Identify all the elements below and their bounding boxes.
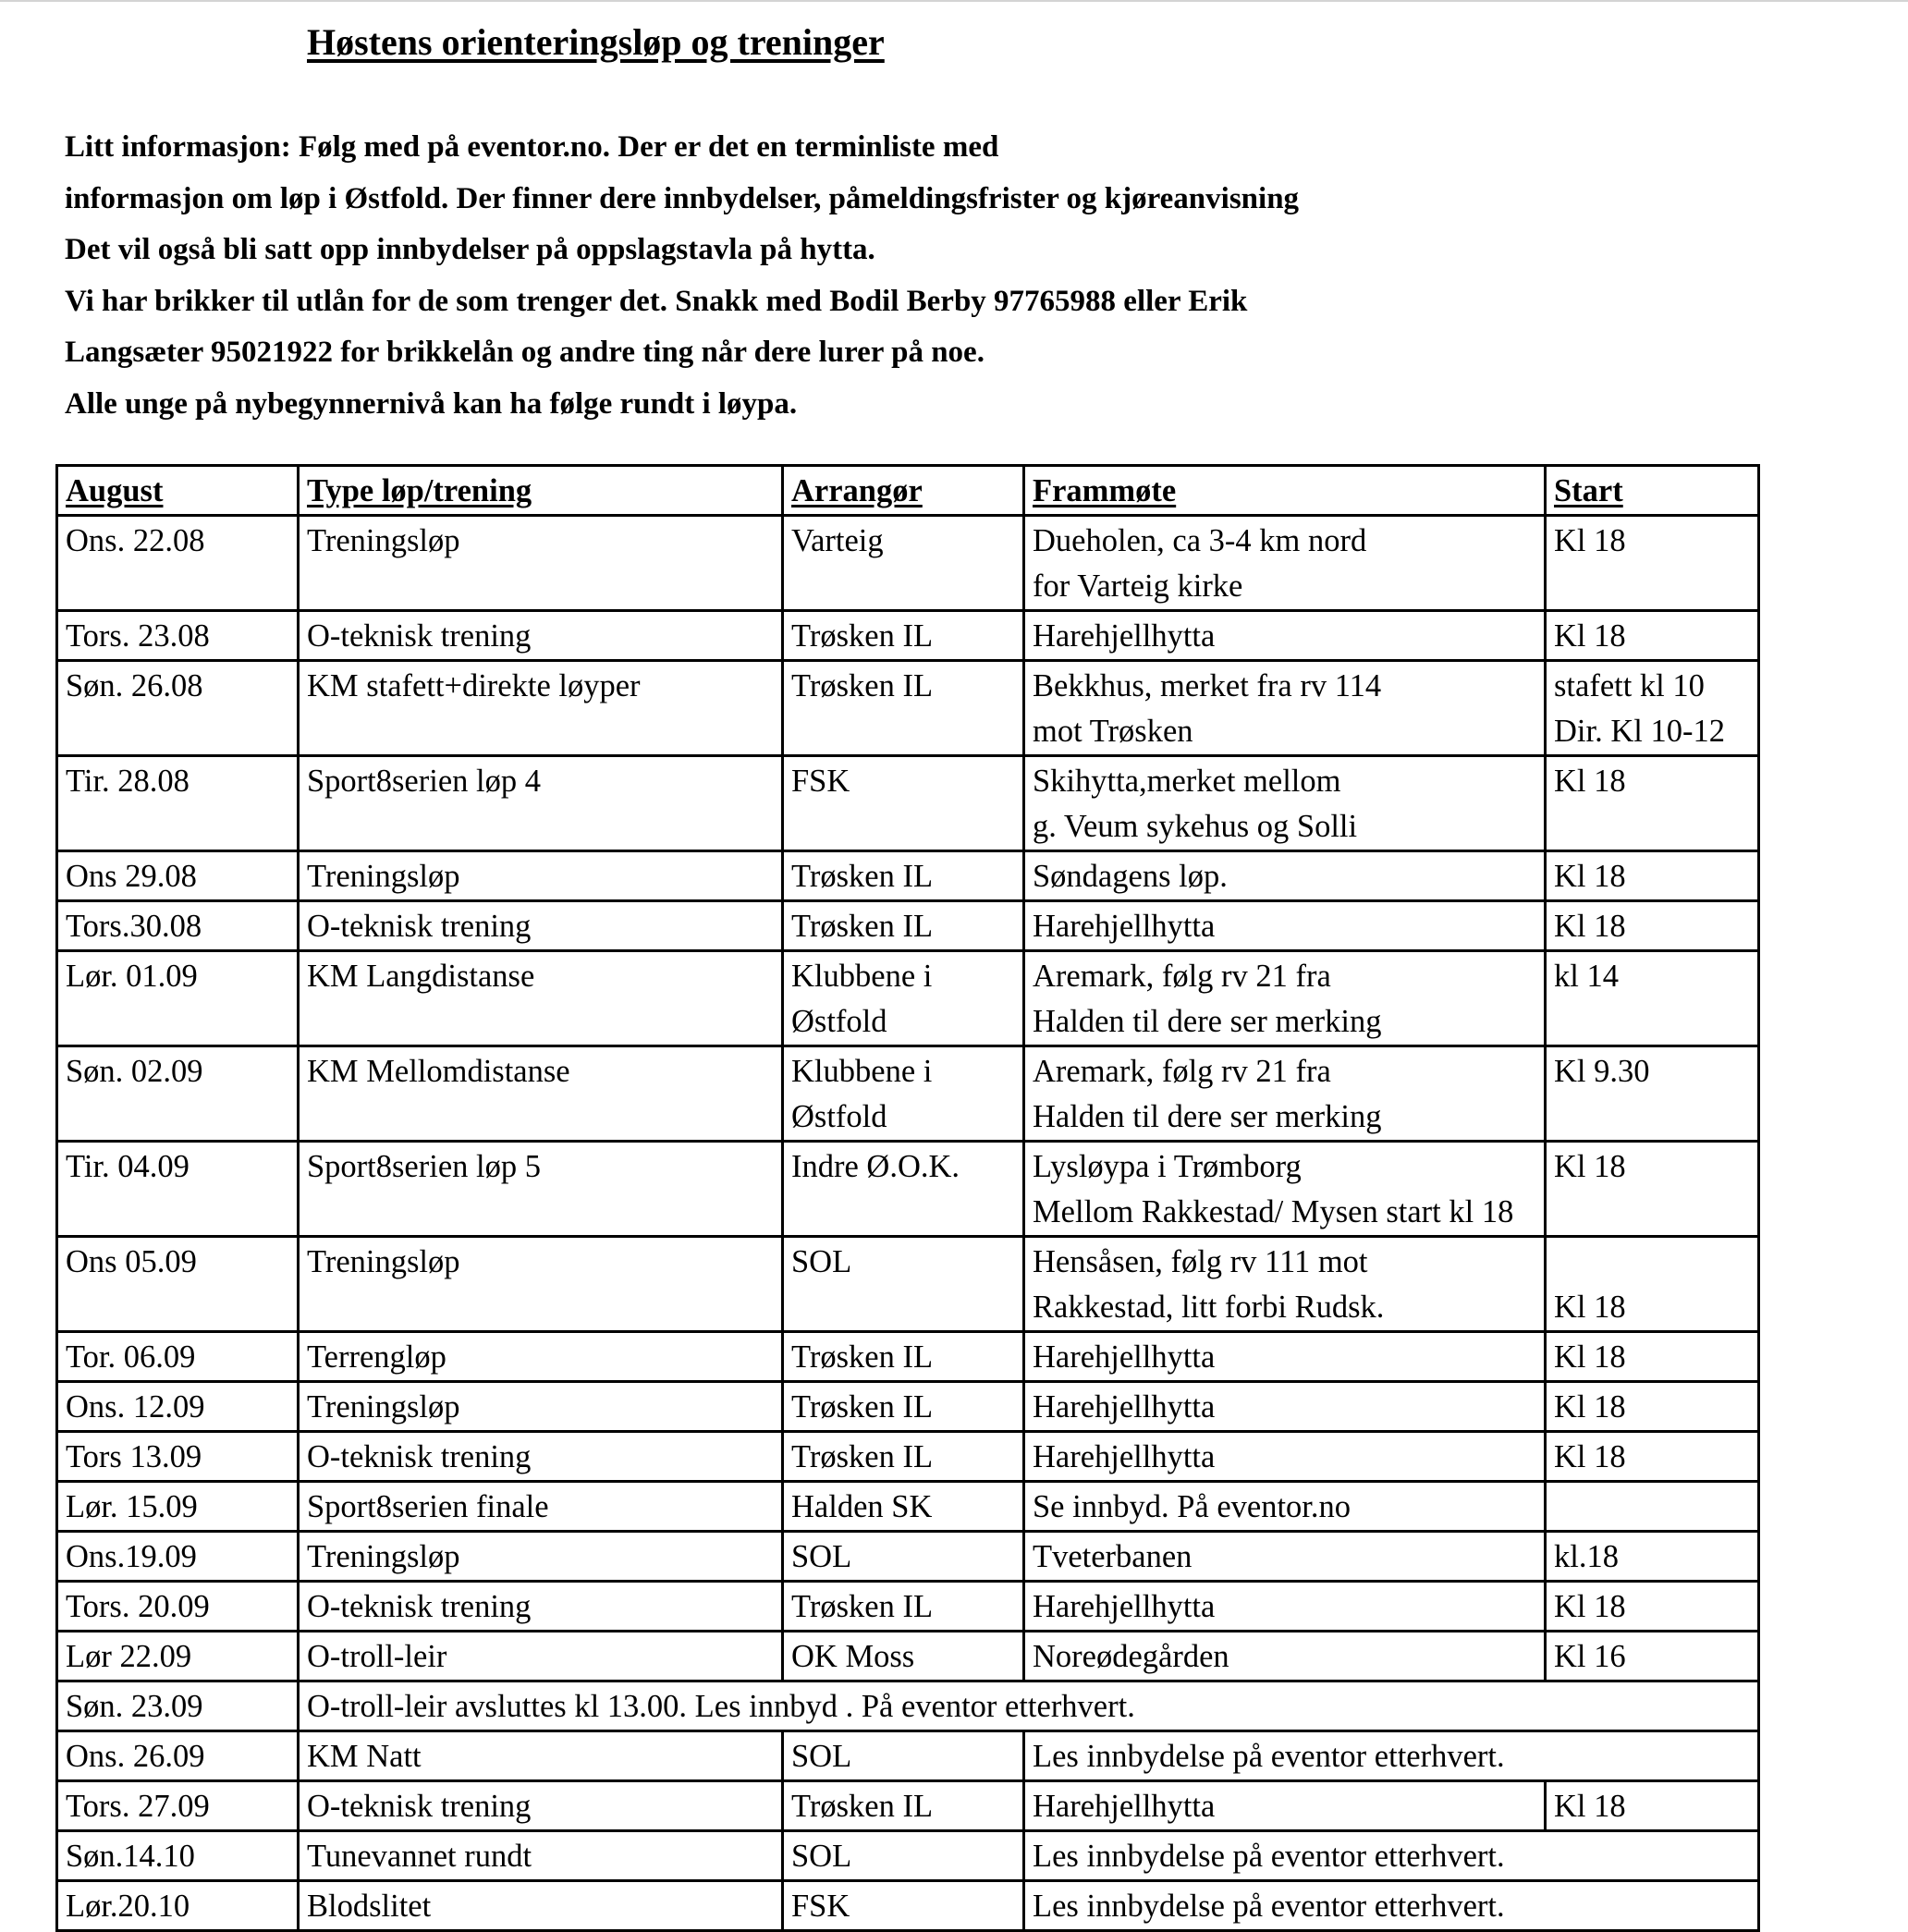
cell-date: Ons.19.09 [57,1532,299,1582]
cell-start [1546,1046,1759,1142]
info-line: Det vil også bli satt opp innbydelser på oppslagstavla på hytta. [65,233,875,266]
cell-meeting-place-line: Skihytta,merket mellom [1033,764,1341,799]
cell-meeting-place-line: Bekkhus, merket fra rv 114 [1033,668,1382,703]
table-row [57,1432,1759,1482]
cell-organizer: OK Moss [783,1632,1024,1681]
cell-meeting-place: Les innbydelse på eventor etterhvert. [1024,1831,1759,1881]
table-row [57,1831,1759,1881]
cell-meeting-place-line: Harehjellhytta [1033,1589,1216,1624]
cell-type: Treningsløp [299,516,783,611]
cell-date: Ons 05.09 [57,1237,299,1332]
table-row [57,1632,1759,1681]
cell-meeting-place-line: Søndagens løp. [1033,859,1228,894]
cell-meeting-place [1024,951,1546,1046]
cell-start [1546,1142,1759,1237]
cell-start [1546,1582,1759,1632]
cell-meeting-place-line: Harehjellhytta [1033,1439,1216,1474]
cell-organizer: Trøsken IL [783,901,1024,951]
cell-meeting-place [1024,1432,1546,1482]
cell-organizer: Trøsken IL [783,661,1024,756]
cell-date: Ons 29.08 [57,851,299,901]
table-row [57,1382,1759,1432]
header-type: Type løp/trening [299,466,783,516]
header-meeting-place: Frammøte [1024,466,1546,516]
info-line: Litt informasjon: Følg med på eventor.no. Der er det en terminliste med [65,130,999,164]
cell-type: Sport8serien løp 5 [299,1142,783,1237]
cell-start-line: Kl 9.30 [1554,1054,1650,1089]
cell-start-line [1554,1485,1757,1530]
cell-date: Søn. 02.09 [57,1046,299,1142]
cell-start [1546,1382,1759,1432]
cell-organizer [783,951,1024,1046]
cell-start-line: kl 14 [1554,959,1619,994]
cell-meeting-place [1024,756,1546,851]
cell-organizer: FSK [783,756,1024,851]
cell-meeting-place-line: for Varteig kirke [1033,569,1243,604]
cell-start [1546,1332,1759,1382]
cell-start-line: Kl 18 [1554,1439,1626,1474]
cell-meeting-place-line: Harehjellhytta [1033,1789,1216,1824]
cell-meeting-place-line: Mellom Rakkestad/ Mysen start kl 18 [1033,1194,1514,1229]
cell-meeting-place [1024,851,1546,901]
cell-organizer: Trøsken IL [783,1582,1024,1632]
cell-date: Lør. 01.09 [57,951,299,1046]
cell-meeting-place: Les innbydelse på eventor etterhvert. [1024,1881,1759,1931]
cell-type: O-teknisk trening [299,1781,783,1831]
header-start: Start [1546,466,1759,516]
cell-start [1546,1432,1759,1482]
table-row [57,901,1759,951]
cell-meeting-place [1024,1632,1546,1681]
cell-date: Lør 22.09 [57,1632,299,1681]
cell-meeting-place-line: Rakkestad, litt forbi Rudsk. [1033,1290,1385,1325]
cell-date: Lør. 15.09 [57,1482,299,1532]
cell-start-line: Kl 18 [1554,859,1626,894]
page-title: Høstens orienteringsløp og treninger [307,21,885,63]
table-row [57,1482,1759,1532]
cell-start [1546,1482,1759,1532]
cell-organizer: Halden SK [783,1482,1024,1532]
table-row [57,1681,1759,1731]
cell-meeting-place-line: Lysløypa i Trømborg [1033,1149,1302,1184]
cell-start-line: stafett kl 10 [1554,668,1705,703]
table-body [57,516,1759,1931]
info-line: Alle unge på nybegynnernivå kan ha følge rundt i løypa. [65,386,798,421]
cell-start-line [1554,1190,1757,1235]
cell-start-line: Kl 18 [1554,1589,1626,1624]
cell-organizer: Trøsken IL [783,1382,1024,1432]
cell-meeting-place [1024,661,1546,756]
cell-meeting-place [1024,611,1546,661]
cell-date: Ons. 12.09 [57,1382,299,1432]
cell-start-line: Kl 18 [1554,1389,1626,1425]
cell-type: Sport8serien finale [299,1482,783,1532]
top-border-line [0,0,1908,2]
cell-organizer-line: Østfold [791,1004,887,1039]
cell-date: Søn.14.10 [57,1831,299,1881]
cell-date: Tors. 23.08 [57,611,299,661]
cell-meeting-place [1024,1237,1546,1332]
cell-date: Lør.20.10 [57,1881,299,1931]
cell-start-line: Kl 18 [1554,1339,1626,1375]
cell-meeting-place [1024,901,1546,951]
cell-type: O-teknisk trening [299,611,783,661]
cell-start-line [1554,1094,1757,1140]
cell-date: Søn. 23.09 [57,1681,299,1731]
cell-organizer: Indre Ø.O.K. [783,1142,1024,1237]
table-row [57,951,1759,1046]
cell-start [1546,661,1759,756]
info-paragraph [65,126,1299,434]
cell-date: Tir. 04.09 [57,1142,299,1237]
table-row [57,1532,1759,1582]
table-header-row [57,466,1759,516]
cell-start-line [1554,804,1757,850]
cell-meeting-place [1024,516,1546,611]
cell-start [1546,1632,1759,1681]
cell-organizer-line: Østfold [791,1099,887,1134]
cell-start-line: Kl 18 [1554,523,1626,558]
cell-merged-note: O-troll-leir avsluttes kl 13.00. Les innbyd . På eventor etterhvert. [299,1681,1759,1731]
cell-organizer-line: Klubbene i [791,959,933,994]
cell-meeting-place [1024,1382,1546,1432]
cell-start [1546,901,1759,951]
cell-meeting-place-line: Aremark, følg rv 21 fra [1033,959,1331,994]
cell-meeting-place-line: Hensåsen, følg rv 111 mot [1033,1244,1368,1279]
cell-meeting-place-line: Harehjellhytta [1033,1389,1216,1425]
cell-meeting-place [1024,1582,1546,1632]
cell-start-line: Kl 18 [1554,618,1626,654]
cell-date: Tors 13.09 [57,1432,299,1482]
cell-date: Tors. 27.09 [57,1781,299,1831]
cell-organizer: Trøsken IL [783,611,1024,661]
cell-type: Tunevannet rundt [299,1831,783,1881]
table-row [57,1781,1759,1831]
cell-organizer: Trøsken IL [783,1781,1024,1831]
table-row [57,1237,1759,1332]
schedule-table [55,464,1760,1932]
cell-type: KM Mellomdistanse [299,1046,783,1142]
cell-start [1546,851,1759,901]
cell-start [1546,1237,1759,1332]
table-row [57,516,1759,611]
table-row [57,611,1759,661]
cell-organizer: SOL [783,1237,1024,1332]
cell-type: O-teknisk trening [299,1432,783,1482]
cell-type: Treningsløp [299,1237,783,1332]
cell-organizer: FSK [783,1881,1024,1931]
cell-type: O-teknisk trening [299,1582,783,1632]
cell-meeting-place-line: Tveterbanen [1033,1539,1192,1574]
table-row [57,1582,1759,1632]
cell-start [1546,611,1759,661]
cell-type: KM Langdistanse [299,951,783,1046]
cell-meeting-place [1024,1142,1546,1237]
cell-start-line: Kl 18 [1554,764,1626,799]
cell-type: Terrengløp [299,1332,783,1382]
cell-type: KM stafett+direkte løyper [299,661,783,756]
cell-meeting-place [1024,1046,1546,1142]
cell-date: Tir. 28.08 [57,756,299,851]
cell-organizer: Trøsken IL [783,1332,1024,1382]
cell-meeting-place-line: Harehjellhytta [1033,618,1216,654]
cell-organizer [783,1046,1024,1142]
cell-meeting-place [1024,1532,1546,1582]
cell-date: Ons. 22.08 [57,516,299,611]
cell-type: Treningsløp [299,1532,783,1582]
cell-date: Søn. 26.08 [57,661,299,756]
cell-organizer: Trøsken IL [783,851,1024,901]
header-organizer: Arrangør [783,466,1024,516]
cell-type: Treningsløp [299,851,783,901]
cell-organizer: Trøsken IL [783,1432,1024,1482]
cell-date: Tors. 20.09 [57,1582,299,1632]
table-row [57,1881,1759,1931]
cell-start-line: kl.18 [1554,1539,1619,1574]
cell-meeting-place-line: Se innbyd. På eventor.no [1033,1489,1352,1524]
cell-start-line [1554,564,1757,609]
cell-meeting-place [1024,1482,1546,1532]
cell-organizer-line: Klubbene i [791,1054,933,1089]
cell-type: KM Natt [299,1731,783,1781]
cell-start-line: Kl 18 [1554,1290,1626,1325]
cell-organizer: SOL [783,1731,1024,1781]
info-line: informasjon om løp i Østfold. Der finner dere innbydelser, påmeldingsfrister og kjøreanvisning [65,181,1300,215]
cell-date: Ons. 26.09 [57,1731,299,1781]
cell-date: Tors.30.08 [57,901,299,951]
cell-start-line [1554,1240,1757,1285]
table-row [57,661,1759,756]
cell-organizer: Varteig [783,516,1024,611]
table-row [57,756,1759,851]
cell-meeting-place-line: Harehjellhytta [1033,909,1216,944]
cell-start-line: Kl 18 [1554,909,1626,944]
cell-meeting-place [1024,1332,1546,1382]
cell-start-line: Kl 16 [1554,1639,1626,1674]
cell-type: O-troll-leir [299,1632,783,1681]
table-row [57,851,1759,901]
cell-meeting-place: Les innbydelse på eventor etterhvert. [1024,1731,1759,1781]
cell-start [1546,1532,1759,1582]
cell-start [1546,516,1759,611]
cell-start-line [1554,999,1757,1045]
info-line: Langsæter 95021922 for brikkelån og andre ting når dere lurer på noe. [65,336,985,369]
cell-meeting-place [1024,1781,1546,1831]
cell-start-line: Kl 18 [1554,1789,1626,1824]
cell-meeting-place-line: Halden til dere ser merking [1033,1004,1382,1039]
cell-type: Blodslitet [299,1881,783,1931]
cell-start-line: Kl 18 [1554,1149,1626,1184]
table-row [57,1046,1759,1142]
cell-type: O-teknisk trening [299,901,783,951]
cell-organizer: SOL [783,1532,1024,1582]
cell-meeting-place-line: Noreødegården [1033,1639,1229,1674]
cell-start [1546,951,1759,1046]
cell-start-line: Dir. Kl 10-12 [1554,714,1725,749]
cell-type: Sport8serien løp 4 [299,756,783,851]
info-line: Vi har brikker til utlån for de som trenger det. Snakk med Bodil Berby 97765988 eller Erik [65,284,1248,318]
cell-meeting-place-line: Harehjellhytta [1033,1339,1216,1375]
header-date: August [57,466,299,516]
cell-meeting-place-line: g. Veum sykehus og Solli [1033,809,1358,844]
cell-meeting-place-line: Dueholen, ca 3-4 km nord [1033,523,1367,558]
cell-meeting-place-line: Halden til dere ser merking [1033,1099,1382,1134]
cell-start [1546,756,1759,851]
cell-type: Treningsløp [299,1382,783,1432]
table-row [57,1731,1759,1781]
cell-organizer: SOL [783,1831,1024,1881]
cell-start [1546,1781,1759,1831]
table-row [57,1332,1759,1382]
table-row [57,1142,1759,1237]
cell-date: Tor. 06.09 [57,1332,299,1382]
cell-meeting-place-line: Aremark, følg rv 21 fra [1033,1054,1331,1089]
cell-meeting-place-line: mot Trøsken [1033,714,1193,749]
